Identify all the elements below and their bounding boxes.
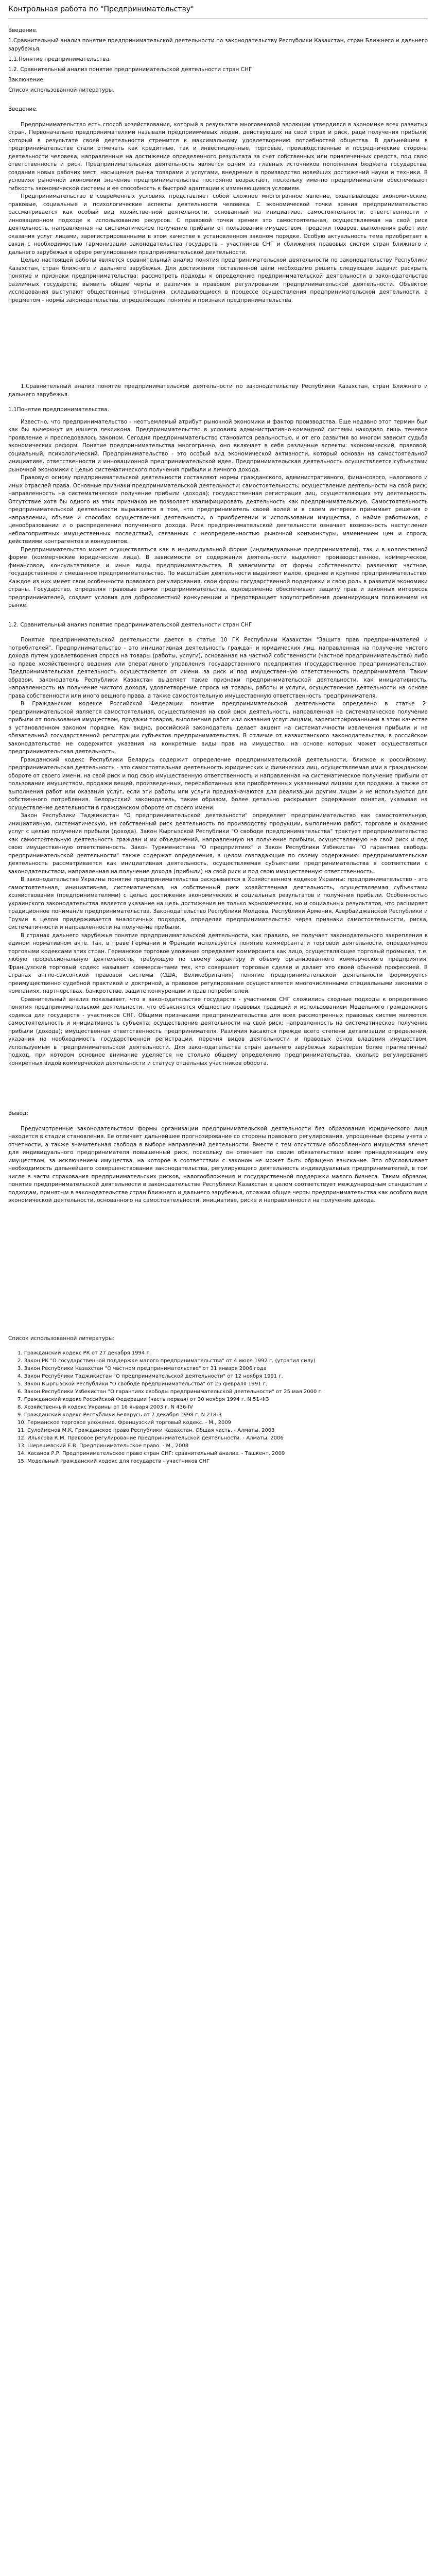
paragraph: Предпринимательство может осуществляться как в индивидуальной форме (индивидуальные предприниматели), так и в коллективной форме (коммерческие юридические лица). В зависимости от содержания деятельности выделяют производственное, коммерческое, финансовое, консультативное и иные виды предпринимательства. В зависимости от формы собственности различают частное, государственное и смешанное предпринимательство. По масштабам деятельности выделяют малое, среднее и крупное предпринимательство. Каждое из них имеет свои особенности правового регулирования, свои формы государственной поддержки и свою роль в развитии экономики страны. Государство, определяя правовые рамки предпринимательства, одновременно обеспечивает защиту прав и законных интересов предпринимателей, создает условия для добросовестной конкуренции и предотвращает злоупотребления доминирующим положением на рынке. <box>8 546 428 608</box>
paragraph: Предпринимательство есть способ хозяйствования, который в результате многовековой эволюции утвердился в экономике всех развитых стран. Первоначально предпринимателями называли предприимчивых людей, действующих на свой страх и риск, ради получения прибыли, который в результате своей деятельности стремится к максимальному удовлетворению потребностей общества. В дальнейшем в предпринимательстве стали отмечать как кредитные, так и инвестиционные, торговые, производственные и посреднические стороны деятельности человека, направленные на достижение определенного результата за счет собственных или привлеченных средств, под свою ответственность и риск. Предпринимательская деятельность является одним из главных источников пополнения бюджета государства, создания новых рабочих мест, насыщения рынка товарами и услугами, внедрения в производство новейших достижений науки и техники. В условиях рыночной экономики значение предпринимательства постоянно возрастает, поскольку именно предприниматели обеспечивают гибкость экономической системы и ее способность к быстрой адаптации к изменяющимся условиям. <box>8 121 428 192</box>
literature-item: 4. Закон Республики Таджикистан "О предпринимательской деятельности" от 12 ноября 1991 г. <box>18 1374 283 1379</box>
literature-item: 6. Закон Республики Узбекистан "О гарантиях свободы предпринимательской деятельности" от 25 мая 2000 г. <box>18 1389 323 1395</box>
literature-heading: Список использованной литературы: <box>8 1335 115 1342</box>
literature-item: 11. Сулейменов М.К. Гражданское право Республики Казахстан. Общая часть. - Алматы, 2003 <box>18 1428 275 1433</box>
intro-heading: Введение. <box>8 106 38 112</box>
literature-item: 13. Шерешевский Е.В. Предпринимательское право. - М., 2008 <box>18 1443 189 1449</box>
section-1 <box>8 383 428 610</box>
literature-item: 10. Германское торговое уложение. Французский торговый кодекс. - М., 2009 <box>18 1420 232 1426</box>
blank-space <box>8 1205 428 1324</box>
paragraph: В странах дальнего зарубежья понятие предпринимательской деятельности, как правило, не получает законодательного закрепления в едином нормативном акте. Так, в праве Германии и Франции используется понятие коммерсанта и торговой деятельности, определяемое торговыми кодексами этих стран. Германское торговое уложение определяет коммерсанта как лицо, осуществляющее торговый промысел, т.е. любую профессиональную деятельность, требующую по своему характеру и объему организованного коммерческого предприятия. Французский торговый кодекс называет коммерсантами тех, кто совершает торговые сделки и делает это своей обычной профессией. В странах англо-саксонской правовой системы (США, Великобритания) понятие предпринимательской деятельности формируется преимущественно судебной практикой и доктриной, а правовое регулирование осуществляется многочисленными специальными законами о компаниях, партнерствах, банкротстве, защите конкуренции и прав потребителей. <box>8 932 428 994</box>
literature-item: 15. Модельный гражданский кодекс для государств - участников СНГ <box>18 1459 210 1464</box>
conclusion-heading: Вывод: <box>8 1110 28 1116</box>
literature-section <box>8 1335 428 1466</box>
toc-item: 1.2. Сравнительный анализ понятие предпринимательской деятельности стран СНГ <box>8 66 252 73</box>
paragraph: Понятие предпринимательской деятельности дается в статье 10 ГК Республики Казахстан "Защита прав предпринимателей и потребителей". Предпринимательство - это инициативная деятельность граждан и юридических лиц, направленная на получение чистого дохода путем удовлетворения спроса на товары (работы, услуги), основанная на частной собственности (частное предпринимательство) либо на праве хозяйственного ведения или оперативного управления государственного предприятия (государственное предпринимательство). Предпринимательская деятельность осуществляется от имени, за риск и под имущественную ответственность предпринимателя. Таким образом, законодатель Республики Казахстан выделяет такие признаки предпринимательской деятельности, как инициативность, направленность на получение чистого дохода, удовлетворение спроса на товары, работы и услуги, осуществление деятельности на основе права собственности или иного вещного права, а также самостоятельную имущественную ответственность предпринимателя. <box>8 637 428 699</box>
paragraph: Целью настоящей работы является сравнительный анализ понятия предпринимательской деятельности по законодательству Республики Казахстан, стран ближнего и дальнего зарубежья. Для достижения поставленной цели необходимо решить следующие задачи: раскрыть понятие и признаки предпринимательства; рассмотреть подходы к определению предпринимательской деятельности в законодательстве различных государств; выявить общие черты и различия в правовом регулировании предпринимательской деятельности. Объектом исследования выступают общественные отношения, складывающиеся в процессе осуществления предпринимательской деятельности, а предметом - нормы законодательства, определяющие понятие и признаки предпринимательства. <box>8 257 428 303</box>
paragraph: В Гражданском кодексе Российской Федерации понятие предпринимательской деятельности определено в статье 2: предпринимательской является самостоятельная, осуществляемая на свой риск деятельность, направленная на систематическое получение прибыли от пользования имуществом, продажи товаров, выполнения работ или оказания услуг лицами, зарегистрированными в этом качестве в установленном законом порядке. Как видно, российский законодатель делает акцент на систематичности извлечения прибыли и на обязательной государственной регистрации субъектов предпринимательства. В отличие от казахстанского законодательства, в российском законодательстве не содержится указания на конкретные виды прав на имущество, на основе которых может осуществляться предпринимательская деятельность. <box>8 701 428 755</box>
paragraph: Правовую основу предпринимательской деятельности составляют нормы гражданского, административного, финансового, налогового и иных отраслей права. Основные признаки предпринимательской деятельности: самостоятельность; осуществление деятельности на свой риск; направленность на систематическое получение прибыли (дохода); государственная регистрация лиц, осуществляющих эту деятельность. Отсутствие хотя бы одного из этих признаков не позволяет квалифицировать деятельность как предпринимательскую. Самостоятельность предпринимательской деятельности выражается в том, что предприниматель своей волей и в своем интересе принимает решения о направлении, объеме и способах осуществления деятельности, о приобретении и использовании имущества, о найме работников, о ценообразовании и о распределении полученного дохода. Риск предпринимательской деятельности означает возможность наступления неблагоприятных имущественных последствий, связанных с неопределенностью рыночной конъюнктуры, изменением цен и спроса, действиями контрагентов и конкурентов. <box>8 474 428 545</box>
paragraph: Гражданский кодекс Республики Беларусь содержит определение предпринимательской деятельности, близкое к российскому: предпринимательская деятельность - это самостоятельная деятельность юридических и физических лиц, осуществляемая ими в гражданском обороте от своего имени, на свой риск и под свою имущественную ответственность и направленная на систематическое получение прибыли от пользования имуществом, продажи вещей, произведенных, переработанных или приобретенных указанными лицами для продажи, а также от выполнения работ или оказания услуг, если эти работы или услуги предназначаются для реализации другим лицам и не используются для собственного потребления. Белорусский законодатель, таким образом, более детально раскрывает содержание понятия, указывая на осуществление деятельности в гражданском обороте от своего имени. <box>8 756 428 811</box>
paragraph: Сравнительный анализ показывает, что в законодательстве государств - участников СНГ сложились сходные подходы к определению понятия предпринимательской деятельности, что объясняется общностью правовых традиций и использованием Модельного гражданского кодекса для государств - участников СНГ. Общими признаками предпринимательства для всех рассмотренных правовых систем являются: самостоятельность и инициативность субъекта; осуществление деятельности на свой риск; направленность на систематическое получение прибыли (дохода); имущественная ответственность предпринимателя. Различия касаются прежде всего степени детализации определений, указания на необходимость государственной регистрации, перечня видов деятельности и правовых основ владения имуществом, используемым в предпринимательской деятельности. Для законодательства стран дальнего зарубежья характерен более прагматичный подход, при котором основное внимание уделяется не столько общему определению предпринимательства, сколько регулированию конкретных видов коммерческой деятельности и статусу отдельных участников оборота. <box>8 996 428 1066</box>
paragraph: Предпринимательство в современных условиях представляет собой сложное многогранное явление, охватывающее экономические, правовые, социальные и психологические аспекты деятельности человека. С экономической точки зрения предпринимательство рассматривается как особый вид хозяйственной деятельности, основанный на инициативе, самостоятельности, ответственности и инновационном подходе к использованию ресурсов. С правовой точки зрения это самостоятельная, осуществляемая на свой риск деятельность, направленная на систематическое получение прибыли от пользования имуществом, продажи товаров, выполнения работ или оказания услуг лицами, зарегистрированными в этом качестве в установленном законом порядке. Особую актуальность тема приобретает в связи с необходимостью гармонизации законодательства государств - участников СНГ и сближения правовых систем стран ближнего и дальнего зарубежья в сфере регулирования предпринимательской деятельности. <box>8 193 428 256</box>
blank-space <box>8 304 428 371</box>
sub-heading: 1.1Понятие предпринимательства. <box>8 406 109 413</box>
paragraph: В законодательстве Украины понятие предпринимательства раскрывается в Хозяйственном кодексе Украины: предпринимательство - это самостоятельная, инициативная, систематическая, на собственный риск хозяйственная деятельность, осуществляемая субъектами хозяйствования (предпринимателями) с целью достижения экономических и социальных результатов и получения прибыли. Особенностью украинского законодательства является указание на цель достижения не только экономических, но и социальных результатов, что расширяет традиционное понимание предпринимательства. Законодательство Республики Молдова, Республики Армения, Азербайджанской Республики и Грузии в целом придерживается аналогичных подходов, определяя предпринимательство через признаки самостоятельности, риска, систематичности и направленности на получение прибыли. <box>8 876 428 930</box>
literature-item: 14. Хасанов Р.Р. Предпринимательское право стран СНГ: сравнительный анализ. - Ташкент, 2009 <box>18 1451 285 1456</box>
literature-item: 2. Закон РК "О государственной поддержке малого предпринимательства" от 4 июля 1992 г. (утратил силу) <box>18 1358 316 1364</box>
literature-item: 5. Закон Кыргызской Республики "О свободе предпринимательства" от 25 февраля 1991 г. <box>18 1381 268 1387</box>
toc-item: Введение. <box>8 27 38 33</box>
section-heading: 1.Сравнительный анализ понятие предпринимательской деятельности по законодательству Республики Казахстан, стран Ближнего и дальнего зарубежья. <box>8 383 428 398</box>
document-title: Контрольная работа по "Предпринимательству" <box>8 0 428 19</box>
literature-item: 1. Гражданский кодекс РК от 27 декабря 1994 г. <box>18 1350 151 1356</box>
literature-item: 12. Ильясова К.М. Правовое регулирование предпринимательской деятельности. - Алматы, 2006 <box>18 1435 284 1441</box>
paragraph: Известно, что предпринимательство - неотъемлемый атрибут рыночной экономики и фактор производства. Еще недавно этот термин был как бы вычеркнут из нашего лексикона. Предпринимательство в условиях административно-командной системы находило лишь теневое проявление и преследовалось законом. Сегодня предпринимательство становится реальностью, и от его развития во многом зависит судьба экономических реформ. Понятие предпринимательства многогранно, оно включает в себя различные аспекты: экономический, правовой, социальный, психологический. Предпринимательство - это особый вид экономической активности, который основан на самостоятельной инициативе, ответственности и инновационной предпринимательской идее. Предпринимательская деятельность осуществляется субъектами рыночной экономики с целью систематического получения прибыли и личного дохода. <box>8 418 428 473</box>
table-of-contents <box>8 26 428 94</box>
literature-item: 9. Гражданский кодекс Республики Беларусь от 7 декабря 1998 г. N 218-З <box>18 1412 222 1418</box>
section-2 <box>8 621 428 1068</box>
literature-item: 8. Хозяйственный кодекс Украины от 16 января 2003 г. N 436-IV <box>18 1404 193 1410</box>
section-heading: 1.2. Сравнительный анализ понятие предпринимательской деятельности стран СНГ <box>8 621 252 628</box>
toc-item: Список использованной литературы. <box>8 87 115 93</box>
literature-item: 7. Гражданский кодекс Российской Федерации (часть первая) от 30 ноября 1994 г. N 51-ФЗ <box>18 1397 269 1402</box>
toc-item: Заключение. <box>8 77 45 83</box>
paragraph: Закон Республики Таджикистан "О предпринимательской деятельности" определяет предпринимательство как самостоятельную, инициативную, систематическую, на собственный риск деятельность по производству продукции, выполнению работ, торговле и оказанию услуг с целью получения прибыли (дохода). Закон Кыргызской Республики "О свободе предпринимательства" трактует предпринимательство как самостоятельную деятельность граждан и их объединений, направленную на получение прибыли, осуществляемую на свой риск и под свою имущественную ответственность. Закон Туркменистана "О предприятиях" и Закон Республики Узбекистан "О гарантиях свободы предпринимательской деятельности" также содержат определения, в целом совпадающие по своему содержанию: предпринимательская деятельность рассматривается как инициативная деятельность, осуществляемая субъектами предпринимательства в соответствии с законодательством, направленная на получение дохода (прибыли) на свой риск и под свою имущественную ответственность. <box>8 812 428 875</box>
literature-list <box>8 1350 428 1465</box>
blank-space <box>8 1067 428 1098</box>
literature-item: 3. Закон Республики Казахстан "О частном предпринимательстве" от 31 января 2006 года <box>18 1366 267 1371</box>
toc-item: 1.Сравнительный анализ понятие предпринимательской деятельности по законодательству Республики Казахстан, стран Ближнего и дальнего зарубежья. <box>8 38 428 52</box>
intro-section <box>8 106 428 304</box>
conclusion-section <box>8 1110 428 1205</box>
paragraph: Предусмотренные законодательством формы организации предпринимательской деятельности без образования юридического лица находятся в стадии становления. Ее отличает дальнейшее прогнозирование со стороны правового регулирования, упрощенные формы учета и отчетности, а также значительная свобода в выборе направлений деятельности. Вместе с тем отсутствие обособленного имущества влечет для индивидуального предпринимателя повышенный риск, поскольку он отвечает по своим обязательствам всем принадлежащим ему имуществом, за исключением имущества, на которое в соответствии с законом не может быть обращено взыскание. Это обусловливает необходимость дальнейшего совершенствования законодательства, регулирующего деятельность индивидуальных предпринимателей, в том числе в части страхования предпринимательских рисков, налогообложения и государственной поддержки малого бизнеса. Таким образом, понятие предпринимательской деятельности в законодательстве Республики Казахстан в целом соответствует международным стандартам и подходам, принятым в законодательстве стран ближнего и дальнего зарубежья, отражая общие черты предпринимательства как особого вида экономической деятельности, основанного на самостоятельности, инициативе, риске и направленности на получение дохода. <box>8 1125 428 1204</box>
toc-item: 1.1.Понятие предпринимательства. <box>8 56 111 62</box>
